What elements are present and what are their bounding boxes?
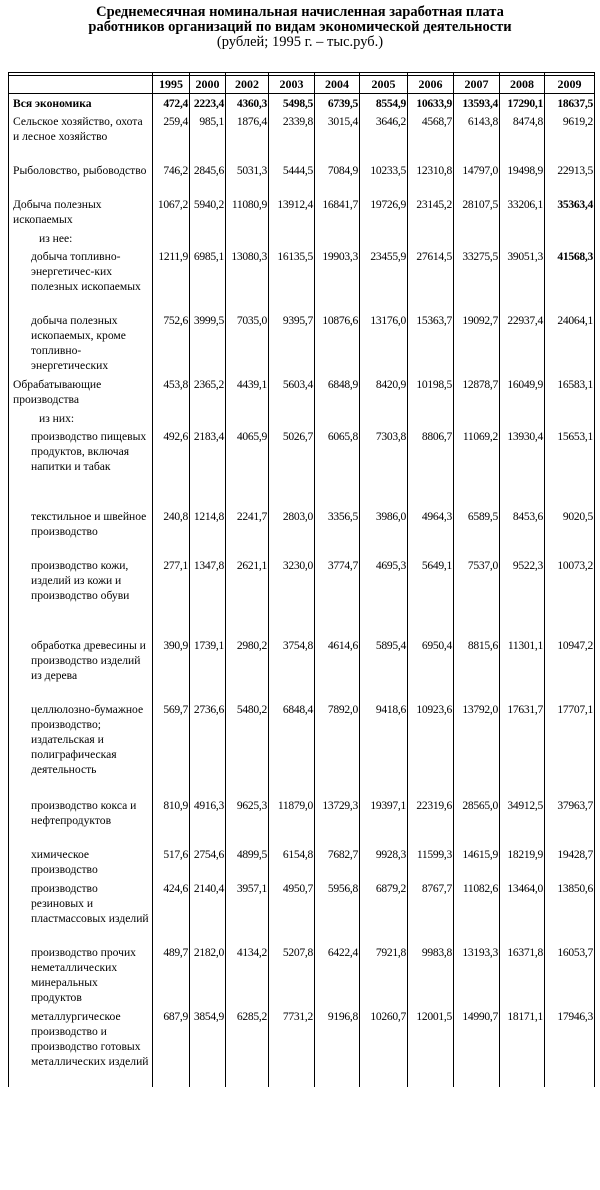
table-row	[9, 94, 595, 113]
header-year: 1995	[153, 76, 190, 94]
value-cell	[153, 229, 190, 247]
value-cell: 4439,1	[226, 375, 269, 409]
value-cell: 7682,7	[315, 845, 360, 879]
value-cell: 7084,9	[315, 161, 360, 195]
header-year: 2004	[315, 76, 360, 94]
value-cell: 4950,7	[269, 879, 315, 943]
value-cell: 1876,4	[226, 112, 269, 161]
value-cell: 9522,3	[500, 556, 545, 636]
value-cell: 13193,3	[454, 943, 500, 1007]
table-row	[9, 195, 595, 229]
value-cell: 752,6	[153, 311, 190, 375]
value-cell: 5895,4	[360, 636, 408, 700]
value-cell: 424,6	[153, 879, 190, 943]
value-cell: 17290,1	[500, 94, 545, 113]
value-cell: 8767,7	[408, 879, 454, 943]
value-cell	[226, 409, 269, 427]
header-year: 2009	[545, 76, 595, 94]
value-cell: 15653,1	[545, 427, 595, 507]
value-cell: 5480,2	[226, 700, 269, 796]
value-cell: 10073,2	[545, 556, 595, 636]
value-cell: 23145,2	[408, 195, 454, 229]
value-cell: 12001,5	[408, 1007, 454, 1087]
row-label: добыча топливно-энергетичес-ких полезных ископаемых	[9, 247, 153, 311]
value-cell: 10260,7	[360, 1007, 408, 1087]
value-cell	[315, 229, 360, 247]
value-cell: 16583,1	[545, 375, 595, 409]
header-year: 2000	[190, 76, 226, 94]
value-cell: 6422,4	[315, 943, 360, 1007]
value-cell: 4360,3	[226, 94, 269, 113]
value-cell: 3230,0	[269, 556, 315, 636]
value-cell: 3646,2	[360, 112, 408, 161]
value-cell: 11301,1	[500, 636, 545, 700]
value-cell: 12878,7	[454, 375, 500, 409]
value-cell: 41568,3	[545, 247, 595, 311]
value-cell: 13176,0	[360, 311, 408, 375]
value-cell	[153, 409, 190, 427]
header-year: 2006	[408, 76, 454, 94]
value-cell: 19903,3	[315, 247, 360, 311]
value-cell: 13593,4	[454, 94, 500, 113]
value-cell: 4916,3	[190, 796, 226, 845]
value-cell: 2980,2	[226, 636, 269, 700]
value-cell: 6739,5	[315, 94, 360, 113]
value-cell: 27614,5	[408, 247, 454, 311]
value-cell: 19428,7	[545, 845, 595, 879]
value-cell: 1739,1	[190, 636, 226, 700]
value-cell	[269, 229, 315, 247]
value-cell: 19726,9	[360, 195, 408, 229]
value-cell: 259,4	[153, 112, 190, 161]
value-cell: 13850,6	[545, 879, 595, 943]
value-cell: 9020,5	[545, 507, 595, 556]
title-line-2: работников организаций по видам экономической деятельности	[88, 19, 512, 35]
value-cell: 17707,1	[545, 700, 595, 796]
value-cell: 5498,5	[269, 94, 315, 113]
table-row	[9, 1007, 595, 1087]
value-cell: 453,8	[153, 375, 190, 409]
value-cell	[500, 229, 545, 247]
table-title	[0, 5, 600, 50]
value-cell: 16135,5	[269, 247, 315, 311]
value-cell	[545, 229, 595, 247]
value-cell: 517,6	[153, 845, 190, 879]
value-cell: 14615,9	[454, 845, 500, 879]
value-cell: 2754,6	[190, 845, 226, 879]
row-label: Обрабатывающие производства	[9, 375, 153, 409]
value-cell: 3356,5	[315, 507, 360, 556]
value-cell: 5940,2	[190, 195, 226, 229]
value-cell: 6879,2	[360, 879, 408, 943]
value-cell	[408, 409, 454, 427]
value-cell	[360, 229, 408, 247]
value-cell: 2621,1	[226, 556, 269, 636]
value-cell: 6848,9	[315, 375, 360, 409]
value-cell: 5956,8	[315, 879, 360, 943]
value-cell: 810,9	[153, 796, 190, 845]
table-row	[9, 507, 595, 556]
value-cell: 3957,1	[226, 879, 269, 943]
value-cell: 1211,9	[153, 247, 190, 311]
value-cell: 8815,6	[454, 636, 500, 700]
value-cell: 13729,3	[315, 796, 360, 845]
value-cell: 6143,8	[454, 112, 500, 161]
value-cell: 13912,4	[269, 195, 315, 229]
value-cell: 985,1	[190, 112, 226, 161]
value-cell: 37963,7	[545, 796, 595, 845]
value-cell: 17946,3	[545, 1007, 595, 1087]
value-cell: 6589,5	[454, 507, 500, 556]
value-cell: 4964,3	[408, 507, 454, 556]
value-cell: 6848,4	[269, 700, 315, 796]
value-cell	[545, 409, 595, 427]
value-cell	[500, 409, 545, 427]
value-cell: 4568,7	[408, 112, 454, 161]
table-row	[9, 112, 595, 161]
value-cell: 3774,7	[315, 556, 360, 636]
value-cell: 7731,2	[269, 1007, 315, 1087]
value-cell: 7892,0	[315, 700, 360, 796]
row-label: Сельское хозяйство, охота и лесное хозяйство	[9, 112, 153, 161]
header-year: 2008	[500, 76, 545, 94]
row-label: производство кокса и нефтепродуктов	[9, 796, 153, 845]
value-cell: 10947,2	[545, 636, 595, 700]
value-cell: 10198,5	[408, 375, 454, 409]
value-cell: 10633,9	[408, 94, 454, 113]
value-cell: 3986,0	[360, 507, 408, 556]
header-row	[9, 76, 595, 94]
row-label: производство кожи, изделий из кожи и производство обуви	[9, 556, 153, 636]
value-cell: 4899,5	[226, 845, 269, 879]
value-cell: 9619,2	[545, 112, 595, 161]
value-cell: 7303,8	[360, 427, 408, 507]
value-cell: 1214,8	[190, 507, 226, 556]
value-cell: 16841,7	[315, 195, 360, 229]
value-cell	[408, 229, 454, 247]
value-cell: 13464,0	[500, 879, 545, 943]
table-row	[9, 700, 595, 796]
value-cell: 16049,9	[500, 375, 545, 409]
value-cell	[269, 409, 315, 427]
value-cell: 5026,7	[269, 427, 315, 507]
value-cell: 5031,3	[226, 161, 269, 195]
value-cell: 35363,4	[545, 195, 595, 229]
value-cell: 2736,6	[190, 700, 226, 796]
value-cell: 9395,7	[269, 311, 315, 375]
value-cell: 7035,0	[226, 311, 269, 375]
value-cell: 1347,8	[190, 556, 226, 636]
value-cell: 3854,9	[190, 1007, 226, 1087]
value-cell: 3015,4	[315, 112, 360, 161]
value-cell: 2365,2	[190, 375, 226, 409]
header-year: 2003	[269, 76, 315, 94]
row-label: обработка древесины и производство изделий из дерева	[9, 636, 153, 700]
row-label: металлургическое производство и производство готовых металлических изделий	[9, 1007, 153, 1087]
value-cell: 19092,7	[454, 311, 500, 375]
value-cell: 18219,9	[500, 845, 545, 879]
row-label: Рыболовство, рыбоводство	[9, 161, 153, 195]
table-row	[9, 229, 595, 247]
value-cell	[226, 229, 269, 247]
value-cell: 6065,8	[315, 427, 360, 507]
value-cell: 28107,5	[454, 195, 500, 229]
table-row	[9, 409, 595, 427]
table-row	[9, 427, 595, 507]
value-cell: 240,8	[153, 507, 190, 556]
value-cell: 2140,4	[190, 879, 226, 943]
value-cell: 4695,3	[360, 556, 408, 636]
value-cell: 6985,1	[190, 247, 226, 311]
title-units: (рублей; 1995 г. – тыс.руб.)	[216, 34, 384, 50]
value-cell: 39051,3	[500, 247, 545, 311]
value-cell: 22913,5	[545, 161, 595, 195]
value-cell: 9418,6	[360, 700, 408, 796]
value-cell	[360, 409, 408, 427]
value-cell: 3754,8	[269, 636, 315, 700]
value-cell: 2223,4	[190, 94, 226, 113]
value-cell: 6950,4	[408, 636, 454, 700]
value-cell: 16053,7	[545, 943, 595, 1007]
value-cell	[454, 229, 500, 247]
value-cell: 11879,0	[269, 796, 315, 845]
value-cell: 18171,1	[500, 1007, 545, 1087]
header-year: 2007	[454, 76, 500, 94]
value-cell: 10233,5	[360, 161, 408, 195]
header-corner	[9, 76, 153, 94]
value-cell: 24064,1	[545, 311, 595, 375]
table-row	[9, 845, 595, 879]
row-label: Вся экономика	[9, 94, 153, 113]
value-cell: 9625,3	[226, 796, 269, 845]
value-cell: 11080,9	[226, 195, 269, 229]
value-cell: 8474,8	[500, 112, 545, 161]
value-cell	[315, 409, 360, 427]
value-cell	[190, 409, 226, 427]
value-cell: 2241,7	[226, 507, 269, 556]
value-cell: 2845,6	[190, 161, 226, 195]
table-row	[9, 161, 595, 195]
value-cell: 33275,5	[454, 247, 500, 311]
title-line-1: Среднемесячная номинальная начисленная заработная плата	[96, 4, 504, 20]
value-cell: 3999,5	[190, 311, 226, 375]
row-label: из нее:	[9, 229, 153, 247]
table-row	[9, 311, 595, 375]
value-cell: 2183,4	[190, 427, 226, 507]
value-cell: 11599,3	[408, 845, 454, 879]
value-cell: 17631,7	[500, 700, 545, 796]
value-cell: 687,9	[153, 1007, 190, 1087]
value-cell: 10923,6	[408, 700, 454, 796]
value-cell: 15363,7	[408, 311, 454, 375]
row-label: текстильное и швейное производство	[9, 507, 153, 556]
value-cell: 746,2	[153, 161, 190, 195]
table-row	[9, 375, 595, 409]
value-cell: 2803,0	[269, 507, 315, 556]
value-cell: 28565,0	[454, 796, 500, 845]
value-cell: 2339,8	[269, 112, 315, 161]
value-cell: 4134,2	[226, 943, 269, 1007]
value-cell: 472,4	[153, 94, 190, 113]
table-row	[9, 556, 595, 636]
value-cell: 9196,8	[315, 1007, 360, 1087]
value-cell: 12310,8	[408, 161, 454, 195]
row-label: производство прочих неметаллических минеральных продуктов	[9, 943, 153, 1007]
value-cell: 7537,0	[454, 556, 500, 636]
table-row	[9, 636, 595, 700]
value-cell: 6285,2	[226, 1007, 269, 1087]
header-year: 2005	[360, 76, 408, 94]
row-label: Добыча полезных ископаемых	[9, 195, 153, 229]
value-cell: 5444,5	[269, 161, 315, 195]
value-cell: 4065,9	[226, 427, 269, 507]
value-cell: 8420,9	[360, 375, 408, 409]
value-cell: 5649,1	[408, 556, 454, 636]
value-cell	[190, 229, 226, 247]
value-cell: 13792,0	[454, 700, 500, 796]
row-label: добыча полезных ископаемых, кроме топливно-энергетических	[9, 311, 153, 375]
value-cell: 2182,0	[190, 943, 226, 1007]
value-cell: 23455,9	[360, 247, 408, 311]
value-cell: 8806,7	[408, 427, 454, 507]
row-label: химическое производство	[9, 845, 153, 879]
table-row	[9, 943, 595, 1007]
table-row	[9, 879, 595, 943]
row-label: целлюлозно-бумажное производство; издательская и полиграфическая деятельность	[9, 700, 153, 796]
value-cell: 390,9	[153, 636, 190, 700]
value-cell: 6154,8	[269, 845, 315, 879]
value-cell: 18637,5	[545, 94, 595, 113]
value-cell: 492,6	[153, 427, 190, 507]
value-cell: 5603,4	[269, 375, 315, 409]
value-cell: 19498,9	[500, 161, 545, 195]
row-label: из них:	[9, 409, 153, 427]
value-cell: 22937,4	[500, 311, 545, 375]
value-cell: 9928,3	[360, 845, 408, 879]
value-cell: 5207,8	[269, 943, 315, 1007]
value-cell: 569,7	[153, 700, 190, 796]
value-cell: 8453,6	[500, 507, 545, 556]
value-cell: 1067,2	[153, 195, 190, 229]
table-row	[9, 247, 595, 311]
value-cell: 34912,5	[500, 796, 545, 845]
value-cell: 277,1	[153, 556, 190, 636]
value-cell: 4614,6	[315, 636, 360, 700]
value-cell: 8554,9	[360, 94, 408, 113]
value-cell: 10876,6	[315, 311, 360, 375]
value-cell: 14990,7	[454, 1007, 500, 1087]
value-cell: 489,7	[153, 943, 190, 1007]
value-cell: 13930,4	[500, 427, 545, 507]
row-label: производство пищевых продуктов, включая напитки и табак	[9, 427, 153, 507]
value-cell: 16371,8	[500, 943, 545, 1007]
table-row	[9, 796, 595, 845]
value-cell: 11082,6	[454, 879, 500, 943]
value-cell: 11069,2	[454, 427, 500, 507]
value-cell: 14797,0	[454, 161, 500, 195]
value-cell: 19397,1	[360, 796, 408, 845]
value-cell: 33206,1	[500, 195, 545, 229]
header-year: 2002	[226, 76, 269, 94]
value-cell: 22319,6	[408, 796, 454, 845]
wage-table	[8, 72, 595, 1087]
value-cell: 7921,8	[360, 943, 408, 1007]
value-cell	[454, 409, 500, 427]
row-label: производство резиновых и пластмассовых изделий	[9, 879, 153, 943]
value-cell: 9983,8	[408, 943, 454, 1007]
value-cell: 13080,3	[226, 247, 269, 311]
